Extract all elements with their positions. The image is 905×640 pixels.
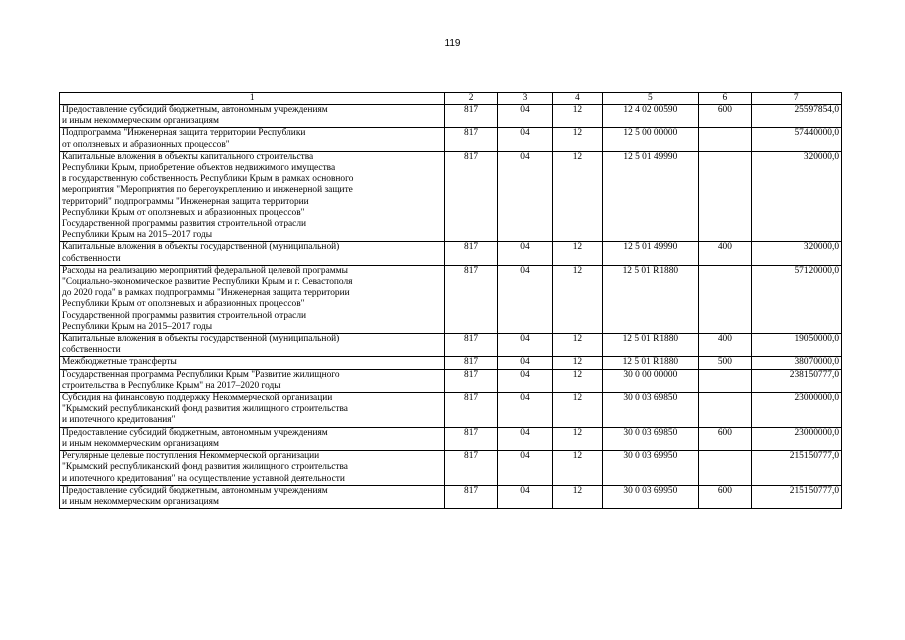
subsection-code: 12 (553, 242, 602, 265)
budget-table (59, 92, 842, 509)
expense-type-code: 600 (699, 485, 751, 508)
section-code: 04 (497, 128, 552, 151)
row-description (60, 357, 445, 369)
expense-type-code: 400 (699, 334, 751, 357)
page-number: 119 (444, 38, 461, 49)
description-line: Республики Крым, приобретение объектов недвижимого имущества (62, 163, 336, 174)
table-row (60, 265, 842, 333)
amount: 23000000,0 (751, 427, 841, 450)
amount: 23000000,0 (751, 393, 841, 428)
section-code: 04 (497, 265, 552, 333)
description-line: собственности (62, 253, 121, 264)
row-description (60, 427, 445, 450)
description-line: Государственной программы развития строительной отрасли (62, 310, 307, 321)
subsection-code: 12 (553, 485, 602, 508)
row-description (60, 393, 445, 428)
description-line: от оползневых и абразионных процессов" (62, 139, 230, 150)
column-header-2: 2 (445, 93, 497, 105)
ministry-code: 817 (445, 242, 497, 265)
target-article-code: 30 0 03 69950 (602, 485, 699, 508)
amount: 57120000,0 (751, 265, 841, 333)
column-header-6: 6 (699, 93, 751, 105)
description-line: "Крымский республиканский фонд развития жилищного строительства (62, 404, 348, 415)
table-row (60, 393, 842, 428)
description-line: и иным некоммерческим организациям (62, 438, 219, 449)
expense-type-code: 600 (699, 427, 751, 450)
description-line: и иным некоммерческим организациям (62, 116, 219, 127)
expense-type-code: 500 (699, 357, 751, 369)
row-description (60, 334, 445, 357)
expense-type-code (699, 151, 751, 242)
subsection-code: 12 (553, 427, 602, 450)
amount: 25597854,0 (751, 105, 841, 128)
description-line: строительства в Республике Крым" на 2017–2020 годы (62, 380, 281, 391)
table-row (60, 357, 842, 369)
table-body (60, 105, 842, 509)
amount: 38070000,0 (751, 357, 841, 369)
column-header-3: 3 (497, 93, 552, 105)
table-row (60, 451, 842, 486)
subsection-code: 12 (553, 128, 602, 151)
ministry-code: 817 (445, 427, 497, 450)
description-line: Республики Крым на 2015–2017 годы (62, 230, 213, 241)
target-article-code: 30 0 03 69850 (602, 393, 699, 428)
target-article-code: 30 0 03 69950 (602, 451, 699, 486)
description-line: мероприятия "Мероприятия по берегоукреплению и инженерной защите (62, 185, 353, 196)
description-line: Регулярные целевые поступления Некоммерческой организации (62, 451, 320, 462)
target-article-code: 12 5 01 49990 (602, 151, 699, 242)
row-description (60, 105, 445, 128)
description-line: и иным некоммерческим организациям (62, 496, 219, 507)
row-description (60, 451, 445, 486)
description-line: в государственную собственность Республики Крым в рамках основного (62, 174, 354, 185)
ministry-code: 817 (445, 369, 497, 392)
section-code: 04 (497, 427, 552, 450)
description-line: Капитальные вложения в объекты капитального строительства (62, 151, 314, 162)
ministry-code: 817 (445, 357, 497, 369)
amount: 215150777,0 (751, 485, 841, 508)
target-article-code: 12 5 01 R1880 (602, 357, 699, 369)
subsection-code: 12 (553, 369, 602, 392)
row-description (60, 151, 445, 242)
table-row (60, 485, 842, 508)
description-line: Республики Крым от оползневых и абразионных процессов" (62, 299, 305, 310)
section-code: 04 (497, 151, 552, 242)
target-article-code: 12 5 00 00000 (602, 128, 699, 151)
amount: 320000,0 (751, 242, 841, 265)
description-line: "Крымский республиканский фонд развития жилищного строительства (62, 462, 348, 473)
subsection-code: 12 (553, 105, 602, 128)
target-article-code: 30 0 03 69850 (602, 427, 699, 450)
description-line: Государственной программы развития строительной отрасли (62, 219, 307, 230)
description-line: Подпрограмма "Инженерная защита территории Республики (62, 128, 306, 139)
description-line: и ипотечного кредитования" (62, 415, 176, 426)
ministry-code: 817 (445, 265, 497, 333)
description-line: Предоставление субсидий бюджетным, автономным учреждениям (62, 105, 328, 115)
subsection-code: 12 (553, 265, 602, 333)
amount: 238150777,0 (751, 369, 841, 392)
row-description (60, 128, 445, 151)
expense-type-code (699, 393, 751, 428)
table-row (60, 369, 842, 392)
expense-type-code (699, 128, 751, 151)
row-description (60, 265, 445, 333)
row-description (60, 485, 445, 508)
expense-type-code: 400 (699, 242, 751, 265)
target-article-code: 12 5 01 R1880 (602, 334, 699, 357)
ministry-code: 817 (445, 393, 497, 428)
subsection-code: 12 (553, 393, 602, 428)
table-row (60, 128, 842, 151)
column-header-4: 4 (553, 93, 602, 105)
row-description (60, 242, 445, 265)
target-article-code: 12 5 01 49990 (602, 242, 699, 265)
table-row (60, 151, 842, 242)
column-header-1: 1 (60, 93, 445, 105)
table-row (60, 334, 842, 357)
description-line: территорий" подпрограммы "Инженерная защита территории (62, 196, 309, 207)
description-line: Республики Крым на 2015–2017 годы (62, 321, 213, 332)
description-line: Предоставление субсидий бюджетным, автономным учреждениям (62, 485, 328, 496)
table-row (60, 242, 842, 265)
ministry-code: 817 (445, 105, 497, 128)
description-line: Республики Крым от оползневых и абразионных процессов" (62, 207, 305, 218)
section-code: 04 (497, 357, 552, 369)
section-code: 04 (497, 451, 552, 486)
target-article-code: 12 4 02 00590 (602, 105, 699, 128)
expense-type-code (699, 265, 751, 333)
section-code: 04 (497, 485, 552, 508)
row-description (60, 369, 445, 392)
section-code: 04 (497, 242, 552, 265)
description-line: "Социально-экономическое развитие Республики Крым и г. Севастополя (62, 277, 353, 288)
subsection-code: 12 (553, 151, 602, 242)
amount: 57440000,0 (751, 128, 841, 151)
table-header-row (60, 93, 842, 105)
amount: 215150777,0 (751, 451, 841, 486)
ministry-code: 817 (445, 451, 497, 486)
description-line: Межбюджетные трансферты (62, 357, 177, 368)
section-code: 04 (497, 393, 552, 428)
description-line: Предоставление субсидий бюджетным, автономным учреждениям (62, 427, 328, 438)
section-code: 04 (497, 369, 552, 392)
description-line: Государственная программа Республики Крым "Развитие жилищного (62, 369, 340, 380)
column-header-5: 5 (602, 93, 699, 105)
description-line: Капитальные вложения в объекты государственной (муниципальной) (62, 242, 340, 253)
target-article-code: 30 0 00 00000 (602, 369, 699, 392)
expense-type-code (699, 451, 751, 486)
amount: 320000,0 (751, 151, 841, 242)
description-line: до 2020 года" в рамках подпрограммы "Инженерная защита территории (62, 288, 350, 299)
table-row (60, 105, 842, 128)
ministry-code: 817 (445, 151, 497, 242)
description-line: Субсидия на финансовую поддержку Некоммерческой организации (62, 393, 333, 404)
subsection-code: 12 (553, 451, 602, 486)
subsection-code: 12 (553, 357, 602, 369)
section-code: 04 (497, 334, 552, 357)
ministry-code: 817 (445, 334, 497, 357)
target-article-code: 12 5 01 R1880 (602, 265, 699, 333)
description-line: Расходы на реализацию мероприятий федеральной целевой программы (62, 265, 348, 276)
table-row (60, 427, 842, 450)
ministry-code: 817 (445, 485, 497, 508)
amount: 19050000,0 (751, 334, 841, 357)
description-line: собственности (62, 345, 121, 356)
expense-type-code: 600 (699, 105, 751, 128)
ministry-code: 817 (445, 128, 497, 151)
expense-type-code (699, 369, 751, 392)
description-line: и ипотечного кредитования" на осуществление уставной деятельности (62, 473, 345, 484)
subsection-code: 12 (553, 334, 602, 357)
section-code: 04 (497, 105, 552, 128)
description-line: Капитальные вложения в объекты государственной (муниципальной) (62, 334, 340, 345)
column-header-7: 7 (751, 93, 841, 105)
